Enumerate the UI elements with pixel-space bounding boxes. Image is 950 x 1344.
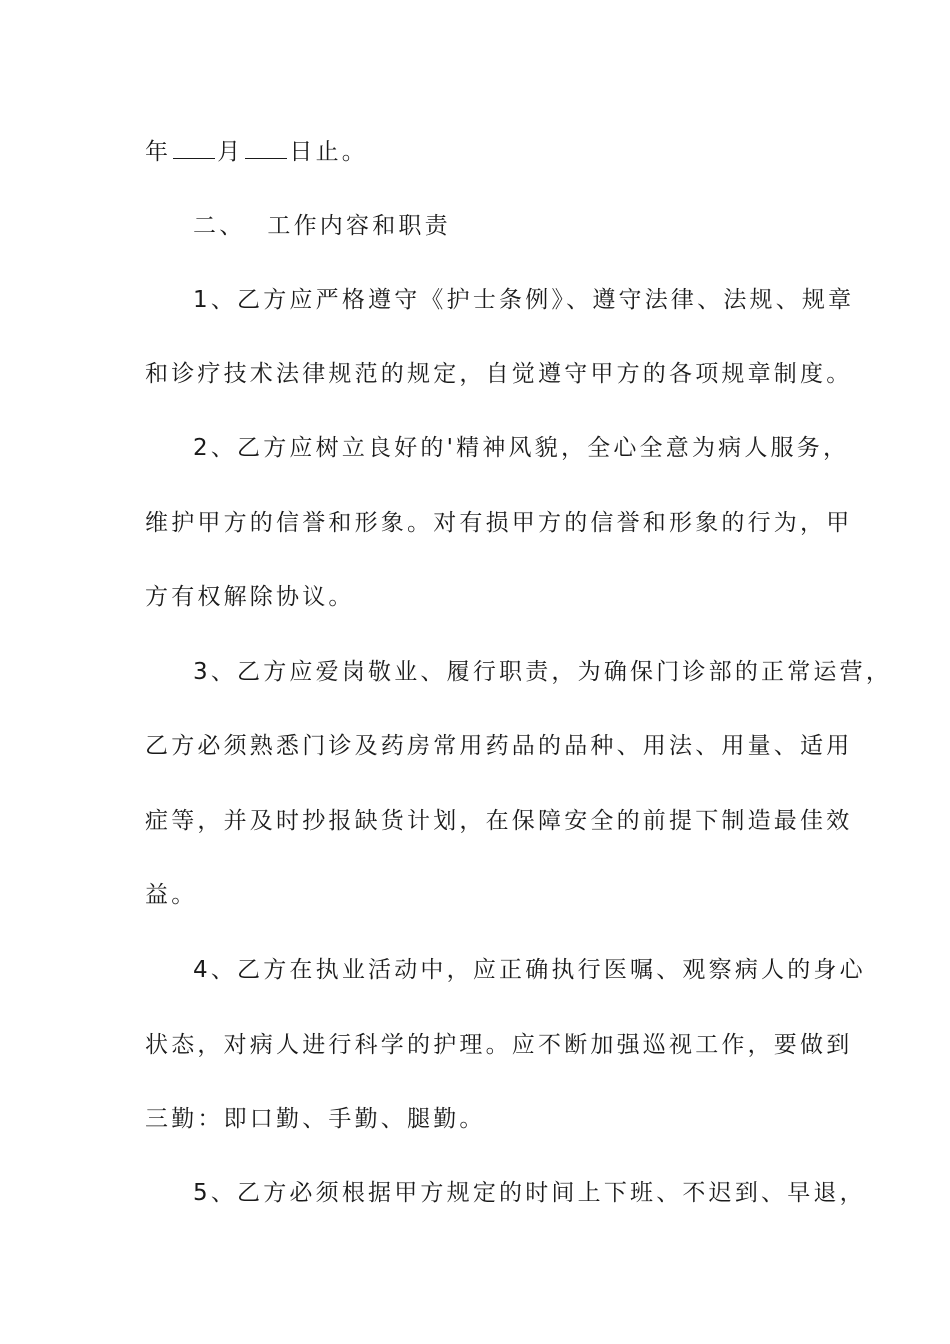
- section-number: 二、: [193, 213, 246, 239]
- paragraph-line: 三勤：即口勤、手勤、腿勤。: [145, 1106, 486, 1132]
- paragraph-line: 1、乙方应严格遵守《护士条例》、遵守法律、法规、规章: [193, 287, 855, 313]
- month-blank: [173, 138, 215, 159]
- paragraph-line: 5、乙方必须根据甲方规定的时间上下班、不迟到、早退，: [193, 1180, 866, 1206]
- month-label: 月: [217, 139, 244, 165]
- paragraph-line: 益。: [145, 882, 198, 908]
- paragraph-line: 维护甲方的信誉和形象。对有损甲方的信誉和形象的行为，甲: [145, 510, 853, 536]
- section-title: 工作内容和职责: [267, 213, 451, 239]
- section-heading: [193, 211, 451, 241]
- paragraph-line: 3、乙方应爱岗敬业、履行职责，为确保门诊部的正常运营，: [193, 659, 893, 685]
- paragraph-line: 症等，并及时抄报缺货计划，在保障安全的前提下制造最佳效: [145, 808, 853, 834]
- year-label: 年: [145, 139, 172, 165]
- paragraph-line: 乙方必须熟悉门诊及药房常用药品的品种、用法、用量、适用: [145, 733, 853, 759]
- paragraph-line: 4、乙方在执业活动中，应正确执行医嘱、观察病人的身心: [193, 957, 866, 983]
- date-line: [145, 137, 368, 167]
- day-blank: [245, 138, 287, 159]
- paragraph-line: 状态，对病人进行科学的护理。应不断加强巡视工作，要做到: [145, 1032, 853, 1058]
- paragraph-line: 2、乙方应树立良好的'精神风貌，全心全意为病人服务，: [193, 435, 850, 461]
- paragraph-line: 和诊疗技术法律规范的规定，自觉遵守甲方的各项规章制度。: [145, 361, 853, 387]
- paragraph-line: 方有权解除协议。: [145, 584, 355, 610]
- day-label: 日止。: [289, 139, 369, 165]
